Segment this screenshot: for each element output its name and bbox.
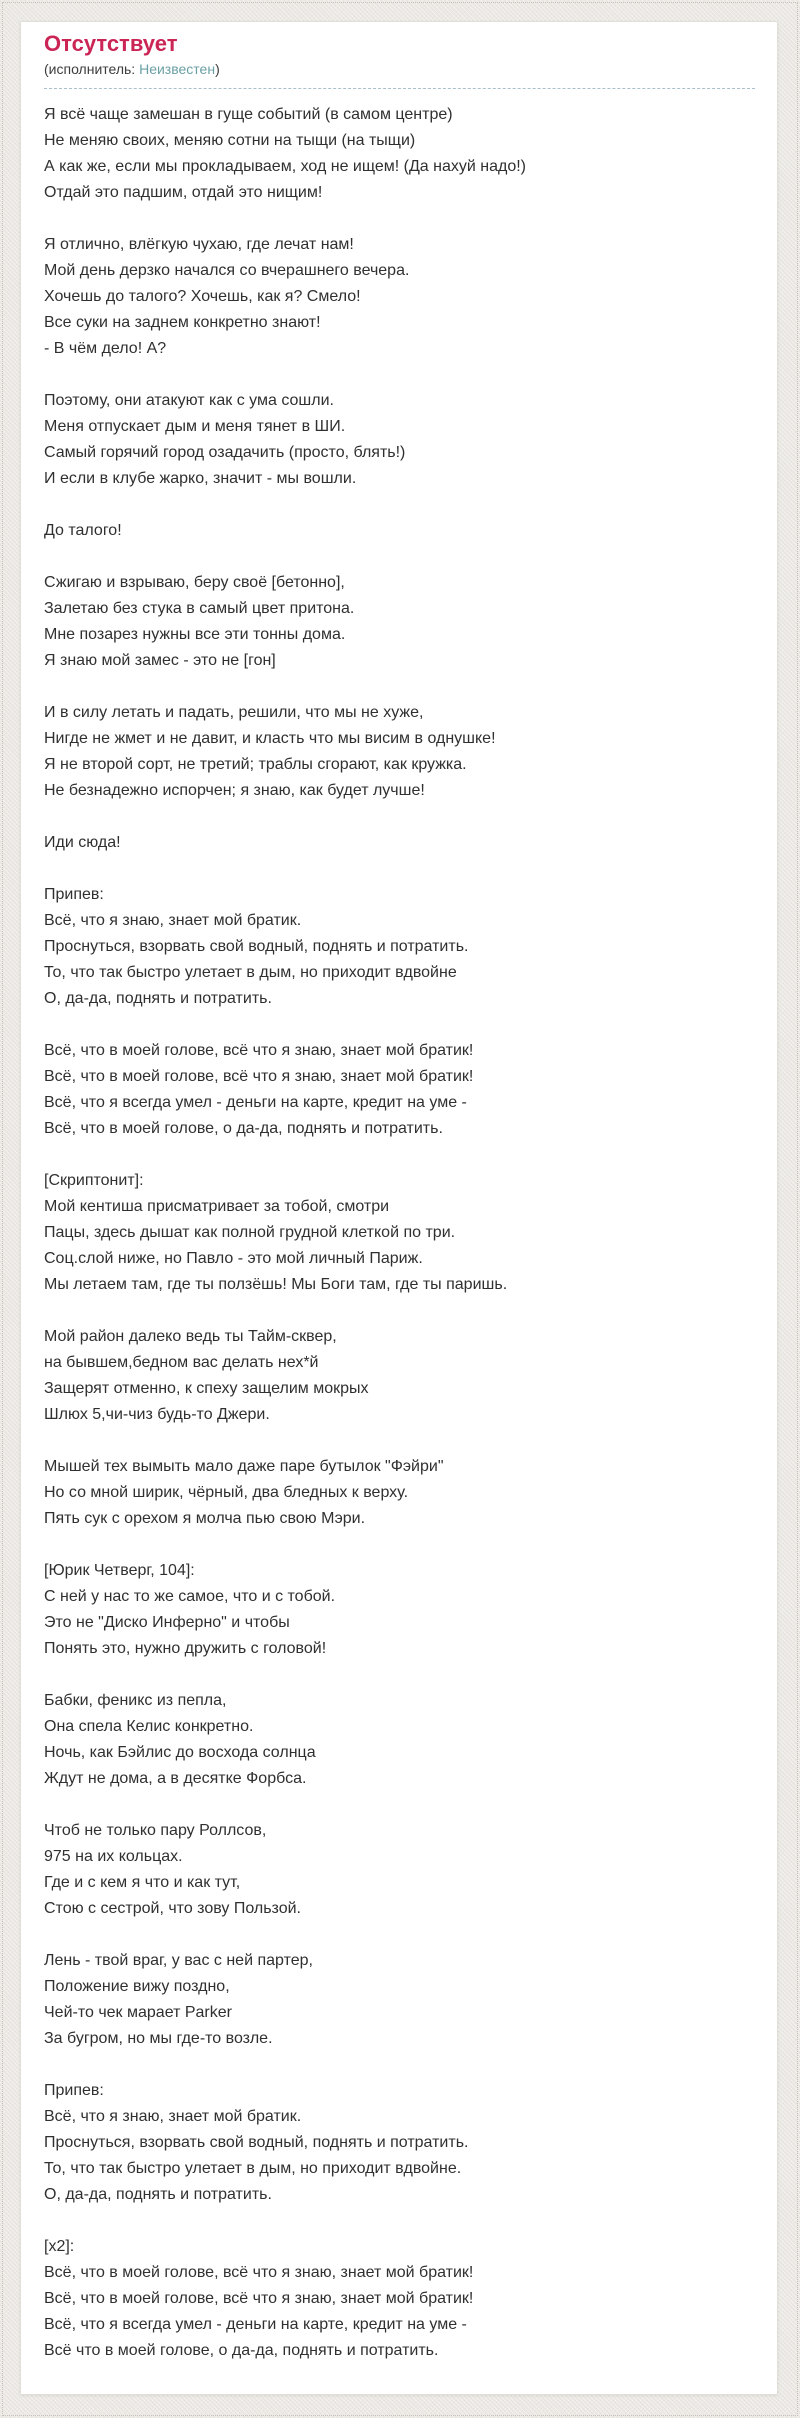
lyric-line: Шлюх 5,чи-чиз будь-то Джери.: [44, 1406, 270, 1423]
lyric-line: Она спела Келис конкретно.: [44, 1718, 254, 1735]
lyric-line: Всё, что я всегда умел - деньги на карте, кредит на уме -: [44, 2316, 467, 2333]
stanza-gap: [44, 2208, 755, 2234]
lyric-line: Всё, что в моей голове, о да-да, поднять и потратить.: [44, 1120, 443, 1137]
lyric-line: 975 на их кольцах.: [44, 1848, 183, 1865]
lyric-line: [x2]:: [44, 2238, 75, 2255]
lyric-line: Понять это, нужно дружить с головой!: [44, 1640, 327, 1657]
lyric-line: Где и с кем я что и как тут,: [44, 1874, 241, 1891]
lyric-line: Всё, что я знаю, знает мой братик.: [44, 912, 302, 929]
stanza-gap: [44, 1428, 755, 1454]
lyric-line: Поэтому, они атакуют как с ума сошли.: [44, 392, 334, 409]
stanza-gap: [44, 1662, 755, 1688]
stanza-gap: [44, 1922, 755, 1948]
lyric-line: Ждут не дома, а в десятке Форбса.: [44, 1770, 307, 1787]
lyric-line: То, что так быстро улетает в дым, но приходит вдвойне.: [44, 2160, 462, 2177]
lyric-line: Не безнадежно испорчен; я знаю, как будет лучше!: [44, 782, 425, 799]
lyric-line: Припев:: [44, 886, 104, 903]
lyric-line: Это не "Диско Инферно" и чтобы: [44, 1614, 290, 1631]
lyric-line: Пацы, здесь дышат как полной грудной клеткой по три.: [44, 1224, 456, 1241]
lyric-line: Иди сюда!: [44, 834, 121, 851]
lyric-line: Я не второй сорт, не третий; траблы сгорают, как кружка.: [44, 756, 467, 773]
lyric-line: Мышей тех вымыть мало даже паре бутылок "Фэйри": [44, 1458, 444, 1475]
stanza-gap: [44, 492, 755, 518]
lyric-line: И если в клубе жарко, значит - мы вошли.: [44, 470, 357, 487]
lyric-line: Всё, что я всегда умел - деньги на карте, кредит на уме -: [44, 1094, 467, 1111]
lyric-line: Я всё чаще замешан в гуще событий (в самом центре): [44, 106, 453, 123]
lyric-line: Всё, что в моей голове, всё что я знаю, знает мой братик!: [44, 1068, 474, 1085]
lyric-line: Я знаю мой замес - это не [гон]: [44, 652, 276, 669]
lyric-line: О, да-да, поднять и потратить.: [44, 990, 272, 1007]
lyric-line: Отдай это падшим, отдай это нищим!: [44, 184, 323, 201]
lyrics-text: [44, 102, 755, 2364]
lyric-line: Мне позарез нужны все эти тонны дома.: [44, 626, 346, 643]
lyric-line: С ней у нас то же самое, что и с тобой.: [44, 1588, 336, 1605]
lyric-line: Всё, что в моей голове, всё что я знаю, знает мой братик!: [44, 2264, 474, 2281]
stanza-gap: [44, 1792, 755, 1818]
lyric-line: Бабки, феникс из пепла,: [44, 1692, 227, 1709]
lyric-line: Проснуться, взорвать свой водный, поднять и потратить.: [44, 2134, 469, 2151]
stanza-gap: [44, 544, 755, 570]
lyric-line: Но со мной ширик, чёрный, два бледных к верху.: [44, 1484, 409, 1501]
lyric-line: на бывшем,бедном вас делать нех*й: [44, 1354, 319, 1371]
lyric-line: Мой кентиша присматривает за тобой, смотри: [44, 1198, 390, 1215]
lyric-line: За бугром, но мы где-то возле.: [44, 2030, 273, 2047]
lyric-line: Мой день дерзко начался со вчерашнего вечера.: [44, 262, 410, 279]
lyric-line: Положение вижу поздно,: [44, 1978, 230, 1995]
lyric-line: Мой район далеко ведь ты Тайм-сквер,: [44, 1328, 337, 1345]
stanza-gap: [44, 2052, 755, 2078]
stanza-gap: [44, 804, 755, 830]
lyric-line: Ночь, как Бэйлис до восхода солнца: [44, 1744, 316, 1761]
stanza-gap: [44, 362, 755, 388]
lyric-line: Я отлично, влёгкую чухаю, где лечат нам!: [44, 236, 354, 253]
artist-suffix: ): [215, 61, 220, 77]
lyric-line: До талого!: [44, 522, 122, 539]
lyric-line: Не меняю своих, меняю сотни на тыщи (на тыщи): [44, 132, 416, 149]
lyric-line: Чтоб не только пару Роллсов,: [44, 1822, 267, 1839]
lyric-line: Припев:: [44, 2082, 104, 2099]
lyric-line: Нигде не жмет и не давит, и класть что мы висим в однушке!: [44, 730, 496, 747]
stanza-gap: [44, 1532, 755, 1558]
artist-line: [44, 60, 755, 78]
stanza-gap: [44, 856, 755, 882]
lyric-line: [Скриптонит]:: [44, 1172, 144, 1189]
lyric-line: То, что так быстро улетает в дым, но приходит вдвойне: [44, 964, 457, 981]
stanza-gap: [44, 1298, 755, 1324]
lyric-line: Все суки на заднем конкретно знают!: [44, 314, 321, 331]
lyric-line: - В чём дело! А?: [44, 340, 167, 357]
lyric-line: А как же, если мы прокладываем, ход не ищем! (Да нахуй надо!): [44, 158, 526, 175]
stanza-gap: [44, 1012, 755, 1038]
lyric-line: Сжигаю и взрываю, беру своё [бетонно],: [44, 574, 345, 591]
lyric-line: О, да-да, поднять и потратить.: [44, 2186, 272, 2203]
lyric-line: [Юрик Четверг, 104]:: [44, 1562, 195, 1579]
song-title: Отсутствует: [44, 31, 178, 56]
lyric-line: Всё, что я знаю, знает мой братик.: [44, 2108, 302, 2125]
lyric-line: Меня отпускает дым и меня тянет в ШИ.: [44, 418, 346, 435]
lyric-line: Чей-то чек марает Parker: [44, 2004, 232, 2021]
lyric-line: Соц.слой ниже, но Павло - это мой личный Париж.: [44, 1250, 423, 1267]
lyric-line: Самый горячий город озадачить (просто, блять!): [44, 444, 406, 461]
lyric-line: Всё, что в моей голове, всё что я знаю, знает мой братик!: [44, 1042, 474, 1059]
stanza-gap: [44, 206, 755, 232]
stanza-gap: [44, 1142, 755, 1168]
lyric-line: Лень - твой враг, у вас с ней партер,: [44, 1952, 313, 1969]
song-header: [44, 32, 755, 89]
lyric-line: И в силу летать и падать, решили, что мы не хуже,: [44, 704, 424, 721]
lyric-line: Всё что в моей голове, о да-да, поднять и потратить.: [44, 2342, 439, 2359]
lyric-line: Хочешь до талого? Хочешь, как я? Смело!: [44, 288, 361, 305]
lyric-line: Стою с сестрой, что зову Пользой.: [44, 1900, 301, 1917]
lyric-line: Мы летаем там, где ты ползёшь! Мы Боги там, где ты паришь.: [44, 1276, 508, 1293]
artist-label: (исполнитель:: [44, 61, 140, 77]
lyric-line: Пять сук с орехом я молча пью свою Мэри.: [44, 1510, 366, 1527]
lyric-line: Всё, что в моей голове, всё что я знаю, знает мой братик!: [44, 2290, 474, 2307]
lyric-line: Залетаю без стука в самый цвет притона.: [44, 600, 355, 617]
lyric-line: Защерят отменно, к спеху защелим мокрых: [44, 1380, 369, 1397]
artist-link[interactable]: Неизвестен: [139, 61, 216, 77]
lyrics-card: [20, 21, 778, 2395]
stanza-gap: [44, 674, 755, 700]
lyric-line: Проснуться, взорвать свой водный, поднять и потратить.: [44, 938, 469, 955]
